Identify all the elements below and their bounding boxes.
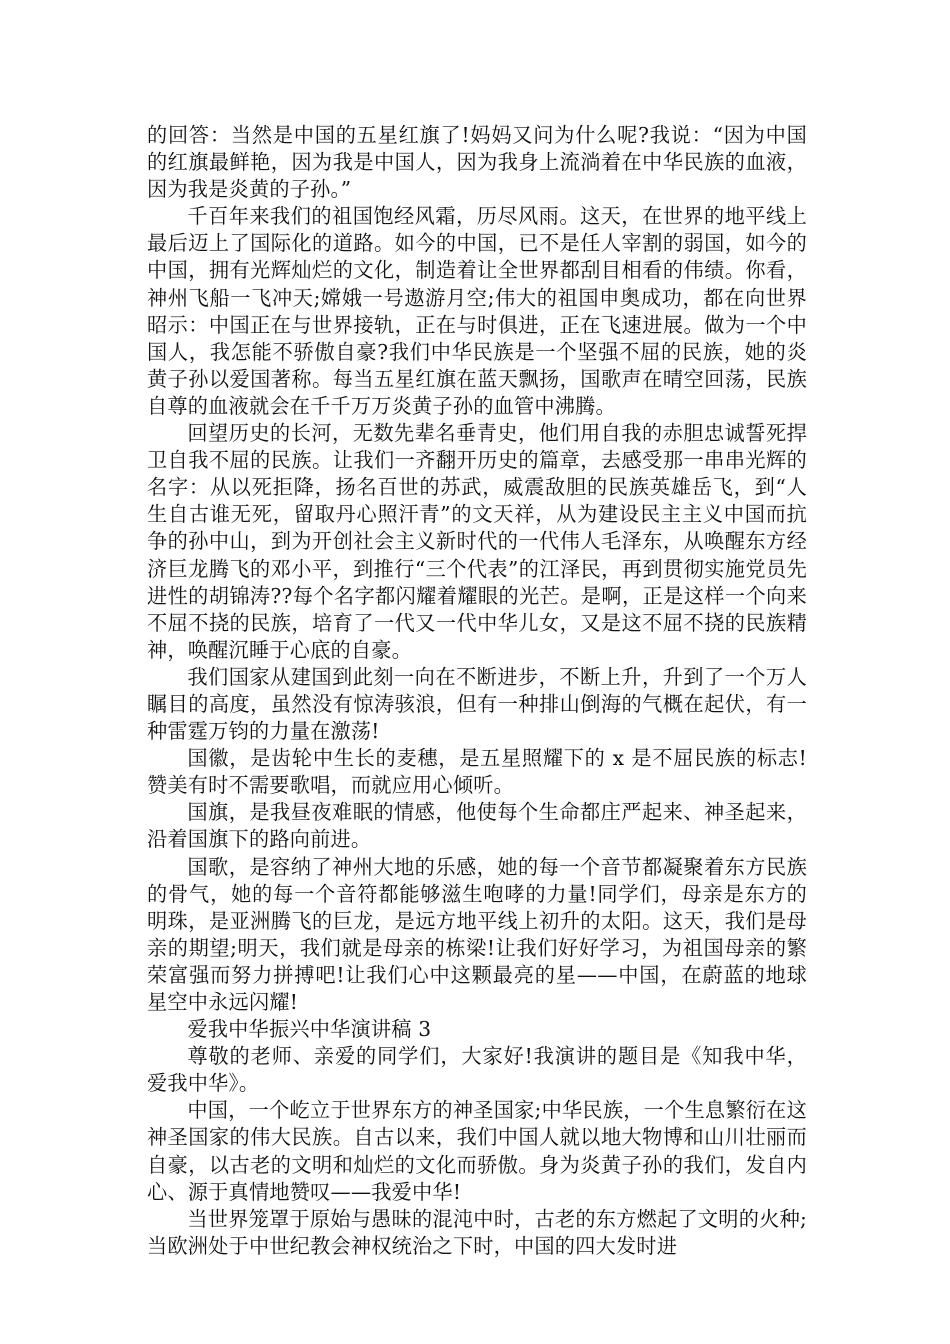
section-title: 爱我中华振兴中华演讲稿 3 xyxy=(187,1017,432,1042)
document-body xyxy=(147,122,807,1260)
paragraph: 中国，一个屹立于世界东方的神圣国家;中华民族，一个生息繁衍在这神圣国家的伟大民族。自古以来，我们中国人就以地大物博和山川壮丽而自豪，以古老的文明和灿烂的文化而骄傲。身为炎黄子孙的我们，发自内心、源于真情地赞叹——我爱中华! xyxy=(147,1098,807,1204)
paragraph: 当世界笼罩于原始与愚昧的混沌中时，古老的东方燃起了文明的火种;当欧洲处于中世纪教会神权统治之下时，中国的四大发时进 xyxy=(147,1206,807,1258)
paragraph-continued: 的回答：当然是中国的五星红旗了!妈妈又问为什么呢?我说：“因为中国的红旗最鲜艳，因为我是中国人，因为我身上流淌着在中华民族的血液，因为我是炎黄的子孙。” xyxy=(147,123,807,202)
paragraph: 尊敬的老师、亲爱的同学们，大家好!我演讲的题目是《知我中华，爱我中华》。 xyxy=(147,1044,807,1096)
paragraph: 国歌，是容纳了神州大地的乐感，她的每一个音节都凝聚着东方民族的骨气，她的每一个音符都能够滋生咆哮的力量!同学们，母亲是东方的明珠，是亚洲腾飞的巨龙，是远方地平线上初升的太阳。这天，我们是母亲的期望;明天，我们就是母亲的栋梁!让我们好好学习，为祖国母亲的繁荣富强而努力拼搏吧!让我们心中这颗最亮的星——中国，在蔚蓝的地球星空中永远闪耀! xyxy=(147,854,807,1014)
paragraph: 千百年来我们的祖国饱经风霜，历尽风雨。这天，在世界的地平线上最后迈上了国际化的道路。如今的中国，已不是任人宰割的弱国，如今的中国，拥有光辉灿烂的文化，制造着让全世界都刮目相看的伟绩。你看，神州飞船一飞冲天;嫦娥一号遨游月空;伟大的祖国申奥成功，都在向世界昭示：中国正在与世界接轨，正在与时俱进，正在飞速进展。做为一个中国人，我怎能不骄傲自豪?我们中华民族是一个坚强不屈的民族，她的炎黄子孙以爱国著称。每当五星红旗在蓝天飘扬，国歌声在晴空回荡，民族自尊的血液就会在千千万万炎黄子孙的血管中沸腾。 xyxy=(147,204,807,418)
paragraph: 国旗，是我昼夜难眠的情感，他使每个生命都庄严起来、神圣起来，沿着国旗下的路向前进。 xyxy=(147,800,807,852)
paragraph: 回望历史的长河，无数先辈名垂青史，他们用自我的赤胆忠诚誓死捍卫自我不屈的民族。让我们一齐翻开历史的篇章，去感受那一串串光辉的名字：从以死拒降，扬名百世的苏武，威震敌胆的民族英雄岳飞，到“人生自古谁无死，留取丹心照汗青”的文天祥，从为建设民主主义中国而抗争的孙中山，到为开创社会主义新时代的一代伟人毛泽东，从唤醒东方经济巨龙腾飞的邓小平，到推行“三个代表”的江泽民，再到贯彻实施党员先进性的胡锦涛??每个名字都闪耀着耀眼的光芒。是啊，正是这样一个向来不屈不挠的民族，培育了一代又一代中华儿女，又是这不屈不挠的民族精神，唤醒沉睡于心底的自豪。 xyxy=(147,421,807,662)
paragraph: 国徽，是齿轮中生长的麦穗，是五星照耀下的 x 是不屈民族的标志!赞美有时不需要歌唱，而就应用心倾听。 xyxy=(147,746,807,798)
paragraph: 我们国家从建国到此刻一向在不断进步，不断上升，升到了一个万人瞩目的高度，虽然没有惊涛骇浪，但有一种排山倒海的气概在起伏，有一种雷霆万钧的力量在激荡! xyxy=(147,664,807,744)
